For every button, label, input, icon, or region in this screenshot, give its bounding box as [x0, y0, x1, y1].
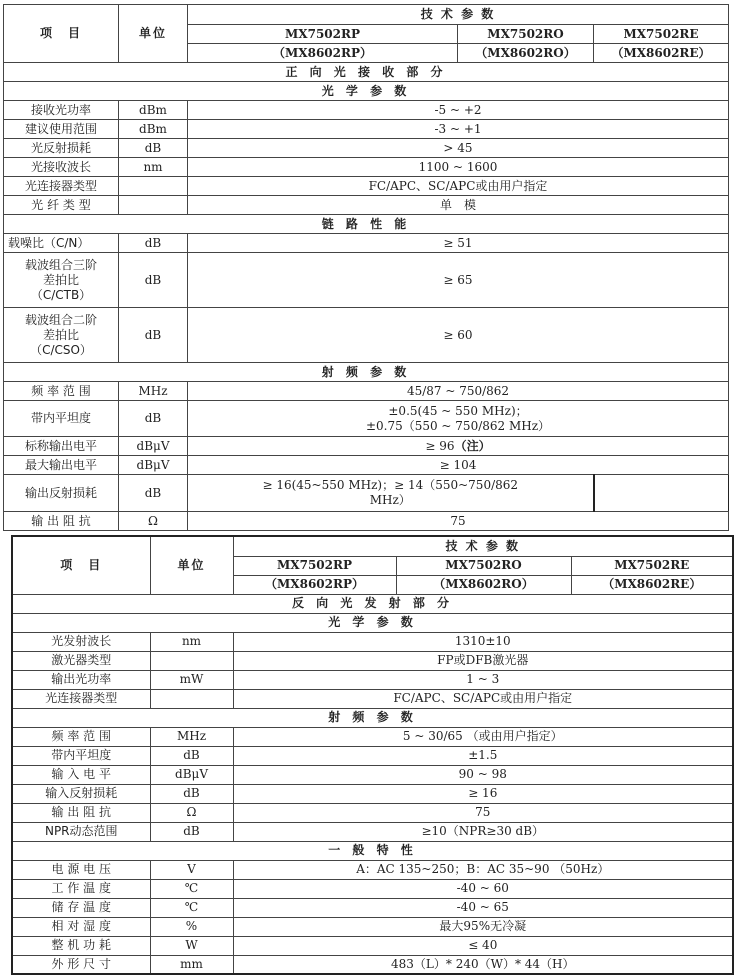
header-unit: 单位 [150, 536, 233, 594]
row-label: 电 源 电 压 [12, 860, 150, 879]
row-value-line: ≥ 16(45~550 MHz)；≥ 14（550~750/862 [262, 478, 519, 492]
row-label: 接收光功率 [4, 101, 119, 120]
row-unit: MHz [150, 727, 233, 746]
row-label: 带内平坦度 [4, 401, 119, 437]
row-unit: mm [150, 955, 233, 974]
table-row [4, 120, 729, 139]
model-ro: MX7502RO [396, 556, 571, 575]
note-mark: （注） [454, 438, 491, 453]
row-value [188, 401, 729, 437]
section-general: 一 般 特 性 [12, 841, 733, 860]
row-unit: dB [119, 234, 188, 253]
row-label: 光发射波长 [12, 632, 150, 651]
row-unit: dB [119, 139, 188, 158]
row-label: 建议使用范围 [4, 120, 119, 139]
row-unit: nm [150, 632, 233, 651]
spec-table-reverse [11, 535, 734, 975]
model-rp-alt: （MX8602RP） [233, 575, 396, 594]
table-row [4, 437, 729, 456]
table-row [12, 860, 733, 879]
row-unit: dBμV [119, 437, 188, 456]
row-value: 1310±10 [233, 632, 733, 651]
row-label: 激光器类型 [12, 651, 150, 670]
row-label [4, 308, 119, 363]
row-unit: dB [150, 746, 233, 765]
table-row [4, 234, 729, 253]
row-label: NPR动态范围 [12, 822, 150, 841]
row-label: 光 纤 类 型 [4, 196, 119, 215]
row-unit: W [150, 936, 233, 955]
row-label: 光连接器类型 [12, 689, 150, 708]
row-label: 储 存 温 度 [12, 898, 150, 917]
row-value: 90 ~ 98 [233, 765, 733, 784]
table-row [12, 746, 733, 765]
row-unit: dBm [119, 101, 188, 120]
row-label: 外 形 尺 寸 [12, 955, 150, 974]
section-rf: 射 频 参 数 [12, 708, 733, 727]
section-reverse-transmit: 反 向 光 发 射 部 分 [12, 594, 733, 613]
row-value: 1 ~ 3 [233, 670, 733, 689]
row-value: -40 ~ 60 [233, 879, 733, 898]
row-value: FC/APC、SC/APC或由用户指定 [188, 177, 729, 196]
section-optical: 光 学 参 数 [12, 613, 733, 632]
row-unit: dBm [119, 120, 188, 139]
header-tech-params: 技 术 参 数 [188, 5, 729, 25]
table-row [12, 879, 733, 898]
row-value: ≥ 16 [233, 784, 733, 803]
table-row [12, 727, 733, 746]
row-value: 5 ~ 30/65 （或由用户指定） [233, 727, 733, 746]
row-value-text: ≥ 96 [425, 438, 455, 453]
table-row [12, 917, 733, 936]
table-row [12, 632, 733, 651]
table-row [4, 512, 729, 531]
table-row [12, 803, 733, 822]
row-label: 输 出 阻 抗 [12, 803, 150, 822]
row-unit [119, 177, 188, 196]
row-value: FC/APC、SC/APC或由用户指定 [233, 689, 733, 708]
row-unit: MHz [119, 382, 188, 401]
row-label: 输出反射损耗 [4, 475, 119, 512]
row-value: 75 [188, 512, 729, 531]
row-label-line: 载波组合三阶 [24, 257, 97, 272]
table-row [12, 689, 733, 708]
model-ro: MX7502RO [458, 25, 594, 44]
table-row [4, 382, 729, 401]
row-value: ≥10（NPR≥30 dB） [233, 822, 733, 841]
row-value-line: ±0.5(45 ~ 550 MHz)； [388, 403, 528, 418]
row-unit: V [150, 860, 233, 879]
row-unit: dB [150, 822, 233, 841]
row-label: 频 率 范 围 [4, 382, 119, 401]
table-row [12, 955, 733, 974]
table-row [4, 308, 729, 363]
table-row [4, 253, 729, 308]
row-unit [150, 689, 233, 708]
row-value: ≥ 65 [188, 253, 729, 308]
row-value: ≤ 40 [233, 936, 733, 955]
row-label-line: （C/CTB） [30, 287, 92, 302]
row-label: 频 率 范 围 [12, 727, 150, 746]
row-label: 标称输出电平 [4, 437, 119, 456]
row-value: -40 ~ 65 [233, 898, 733, 917]
table-row [12, 898, 733, 917]
table-row [4, 139, 729, 158]
row-label: 载噪比（C/N） [4, 234, 119, 253]
row-value: > 45 [188, 139, 729, 158]
row-value: ≥ 60 [188, 308, 729, 363]
table-row [4, 456, 729, 475]
row-label-line: 差拍比 [42, 327, 79, 342]
row-label: 光接收波长 [4, 158, 119, 177]
row-label-line: （C/CSO） [30, 342, 92, 357]
table-row [4, 101, 729, 120]
spec-table-forward [3, 4, 729, 531]
row-unit: dB [119, 475, 188, 512]
row-unit: dBμV [119, 456, 188, 475]
row-unit: dB [119, 401, 188, 437]
header-item: 项 目 [4, 5, 119, 63]
row-value-line: ±0.75（550 ~ 750/862 MHz） [365, 418, 551, 433]
row-value: FP或DFB激光器 [233, 651, 733, 670]
row-value: -3 ~ +1 [188, 120, 729, 139]
row-value: 单 模 [188, 196, 729, 215]
row-value: -5 ~ +2 [188, 101, 729, 120]
model-rp: MX7502RP [233, 556, 396, 575]
row-label [4, 253, 119, 308]
row-value: A：AC 135~250；B：AC 35~90 （50Hz） [233, 860, 733, 879]
row-unit [150, 651, 233, 670]
row-label: 整 机 功 耗 [12, 936, 150, 955]
table-row [4, 177, 729, 196]
row-label: 工 作 温 度 [12, 879, 150, 898]
row-label-line: 载波组合二阶 [24, 312, 97, 327]
header-tech-params: 技 术 参 数 [233, 536, 733, 556]
row-value-line: MHz） [369, 493, 411, 507]
row-unit: dB [119, 308, 188, 363]
model-re: MX7502RE [594, 25, 729, 44]
model-ro-alt: （MX8602RO） [396, 575, 571, 594]
row-label: 带内平坦度 [12, 746, 150, 765]
row-value: ≥ 51 [188, 234, 729, 253]
model-ro-alt: （MX8602RO） [458, 44, 594, 63]
row-unit: mW [150, 670, 233, 689]
table-row [12, 765, 733, 784]
row-unit: dB [119, 253, 188, 308]
row-label: 相 对 湿 度 [12, 917, 150, 936]
model-re: MX7502RE [571, 556, 733, 575]
row-label: 输入反射损耗 [12, 784, 150, 803]
empty-cell [594, 475, 729, 512]
row-unit: ℃ [150, 879, 233, 898]
row-unit: dBμV [150, 765, 233, 784]
row-label: 光反射损耗 [4, 139, 119, 158]
row-unit: % [150, 917, 233, 936]
section-rf: 射 频 参 数 [4, 363, 729, 382]
section-forward-receive: 正 向 光 接 收 部 分 [4, 63, 729, 82]
row-label-line: 差拍比 [42, 272, 79, 287]
row-value: 最大95%无冷凝 [233, 917, 733, 936]
table-row [4, 475, 729, 512]
table-row [12, 784, 733, 803]
row-unit: dB [150, 784, 233, 803]
section-optical: 光 学 参 数 [4, 82, 729, 101]
row-value: ±1.5 [233, 746, 733, 765]
model-re-alt: （MX8602RE） [594, 44, 729, 63]
row-value [188, 475, 594, 512]
row-unit: ℃ [150, 898, 233, 917]
header-item: 项 目 [12, 536, 150, 594]
table-row [12, 936, 733, 955]
model-rp-alt: （MX8602RP） [188, 44, 458, 63]
row-value: 45/87 ~ 750/862 [188, 382, 729, 401]
row-label: 最大输出电平 [4, 456, 119, 475]
row-unit: Ω [119, 512, 188, 531]
row-unit: nm [119, 158, 188, 177]
row-value: 75 [233, 803, 733, 822]
table-row [12, 670, 733, 689]
row-value [188, 437, 729, 456]
table-row [12, 651, 733, 670]
row-unit [119, 196, 188, 215]
table-row [4, 196, 729, 215]
header-unit: 单位 [119, 5, 188, 63]
model-rp: MX7502RP [188, 25, 458, 44]
row-value: ≥ 104 [188, 456, 729, 475]
row-label: 输 入 电 平 [12, 765, 150, 784]
row-value: 483（L）* 240（W）* 44（H） [233, 955, 733, 974]
row-unit: Ω [150, 803, 233, 822]
row-label: 输出光功率 [12, 670, 150, 689]
row-label: 输 出 阻 抗 [4, 512, 119, 531]
model-re-alt: （MX8602RE） [571, 575, 733, 594]
table-row [4, 158, 729, 177]
table-row [12, 822, 733, 841]
row-label: 光连接器类型 [4, 177, 119, 196]
table-row [4, 401, 729, 437]
row-value: 1100 ~ 1600 [188, 158, 729, 177]
section-link-performance: 链 路 性 能 [4, 215, 729, 234]
